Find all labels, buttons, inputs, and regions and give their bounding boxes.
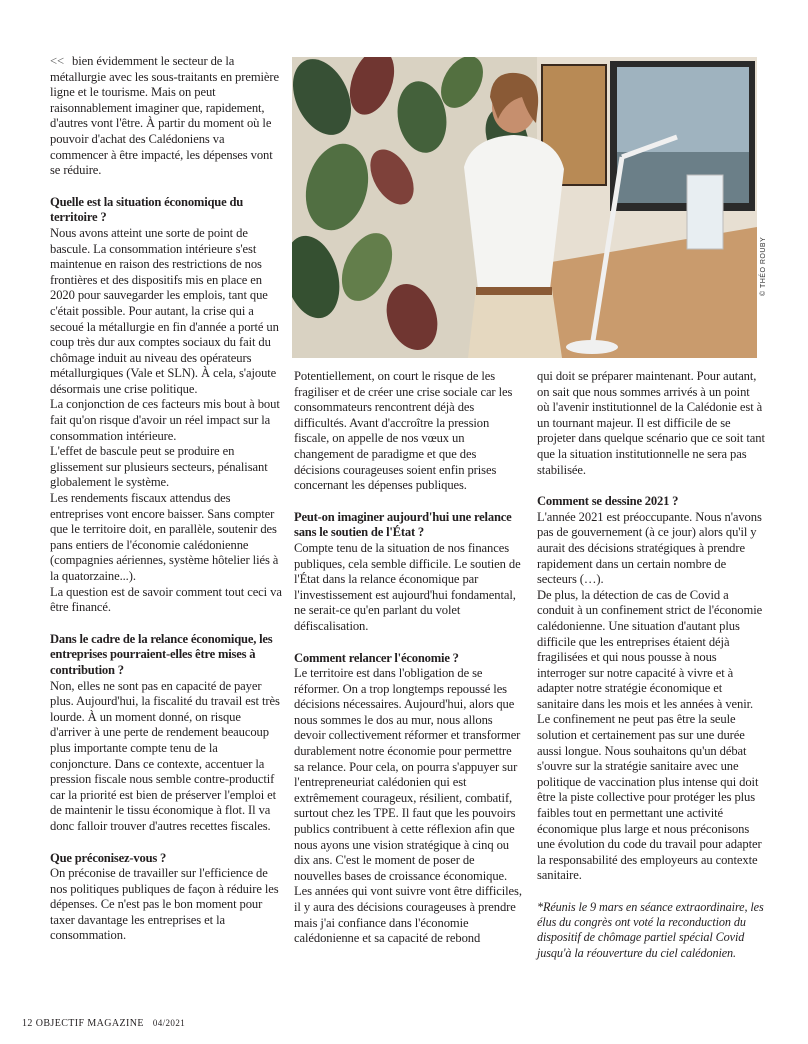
answer-paragraph: Les rendements fiscaux attendus des entreprises vont encore baisser. Sans compter que le territoire doit, en parallèle, soutenir des pans entiers de l'économie calédonienne (compagnies aériennes, système hôtelier liés à la quatorzaine...). bbox=[50, 491, 279, 583]
answer-paragraph: qui doit se préparer maintenant. Pour autant, on sait que nous sommes arrivés à un point où l'avenir institutionnel de la Calédonie est à un tournant majeur. Il est difficile de se projeter dans quelque scénario que ce soit tant que la situation institutionnelle ne sera pas stabilisée. bbox=[537, 369, 765, 477]
answer-paragraph: Le territoire est dans l'obligation de se réformer. On a trop longtemps repoussé les décisions nécessaires. Aujourd'hui, alors que nous sommes le dos au mur, nous allons devoir collectivement réformer et transformer durablement notre économie pour permettre sa relance. Pour cela, on pourra s'appuyer sur l'entrepreneuriat calédonien qui est extrêmement courageux, résilient, combatif, surtout chez les TPE. Il faut que les pouvoirs publics contribuent à cette réflexion afin que nous ayons une vision stratégique à cinq ou dix ans. C'est le moment de poser de nouvelles bases de croissance économique. Les années qui vont suivre vont être difficiles, il y aura des décisions courageuses à prendre mais j'ai confiance dans l'économie calédonienne et sa capacité de rebond bbox=[294, 666, 522, 946]
answer-paragraph: L'effet de bascule peut se produire en glissement sur plusieurs secteurs, pénalisant globalement le système. bbox=[50, 444, 268, 490]
question-heading: Dans le cadre de la relance économique, les entreprises pourraient-elles être mises à contribution ? bbox=[50, 631, 273, 677]
intro-text: bien évidemment le secteur de la métallurgie avec les sous-traitants en première ligne et le tourisme. Mais on peut raisonnablement imaginer que, rapidement, d'autres vont l'être. À partir du moment où le pouvoir d'achat des Calédoniens va commencer à être impacté, les dépenses vont se réduire. bbox=[50, 54, 280, 178]
continuation-mark: << bbox=[50, 54, 65, 68]
portrait-photo bbox=[292, 57, 757, 358]
article-column-1 bbox=[50, 54, 282, 944]
article-column-3 bbox=[537, 369, 765, 961]
page-footer bbox=[22, 1018, 185, 1029]
answer-paragraph: Non, elles ne sont pas en capacité de payer plus. Aujourd'hui, la fiscalité du travail est très lourde. À un moment donné, on risque d'arriver à une perte de rendement beaucoup plus importante compte tenu de la conjoncture. Dans ce contexte, accentuer la pression fiscale nous semble contre-productif car la priorité est bien de préserver l'emploi et de maintenir le tissu économique à flot. Il va donc falloir trouver d'autres recettes fiscales. bbox=[50, 678, 280, 833]
question-heading: Comment se dessine 2021 ? bbox=[537, 494, 679, 509]
answer-paragraph: Nous avons atteint une sorte de point de bascule. La consommation intérieure s'est maintenue en raison des restrictions de nos frontières et des dispositifs mis en place en 2020 pour sauvegarder les emplois, tant que c'était possible. Pour autant, la crise qui a secoué la métallurgie en fin d'année a porté un coup très dur aux comptes sociaux du fait du chômage induit au niveau des opérateurs métallurgiques (Vale et SLN). À cela, s'ajoute désormais une crise politique. bbox=[50, 225, 279, 396]
magazine-name: OBJECTIF MAGAZINE bbox=[35, 1018, 144, 1029]
answer-paragraph: Potentiellement, on court le risque de les fragiliser et de créer une crise sociale car les consommateurs rencontrent déjà des difficultés. Avant d'accroître la pression fiscale, on appelle de nos vœux un changement de paradigme et que des décisions courageuses soient enfin prises concernant les dépenses publiques. bbox=[294, 369, 513, 493]
article-column-2 bbox=[294, 369, 524, 947]
footnote: *Réunis le 9 mars en séance extraordinaire, les élus du congrès ont voté la reconduction du dispositif de chômage partiel spécial Covid jusqu'à la réouverture du ciel calédonien. bbox=[537, 900, 764, 960]
answer-paragraph: Compte tenu de la situation de nos finances publiques, cela semble difficile. Le soutien de l'État dans la relance économique par l'investissement est aujourd'hui fondamental, ne serait-ce qu'en parlant du volet défiscalisation. bbox=[294, 540, 521, 633]
answer-paragraph: L'année 2021 est préoccupante. Nous n'avons pas de gouvernement (à ce jour) alors qu'il y aurait des décisions stratégiques à prendre rapidement dans un certain nombre de secteurs (…). bbox=[537, 509, 762, 587]
office-scene-illustration bbox=[292, 57, 757, 358]
issue-date: 04/2021 bbox=[152, 1018, 186, 1028]
question-heading: Quelle est la situation économique du territoire ? bbox=[50, 194, 244, 225]
intro-paragraph bbox=[50, 54, 282, 179]
page-number: 12 bbox=[22, 1018, 33, 1029]
answer-paragraph: De plus, la détection de cas de Covid a conduit à un confinement strict de l'économie calédonienne. Une situation d'autant plus difficile que les entreprises étaient déjà fragilisées et qui nous pousse à nous interroger sur notre capacité à vivre et à adapter notre stratégie économique et sanitaire dans les mois et les années à venir. Le confinement ne peut pas être la seule solution et certainement pas sur une durée aussi longue. Nous souhaitons qu'un débat s'ouvre sur la stratégie sanitaire avec une politique de vaccination plus intense qui doit être la piste collective pour protéger les plus faibles tout en permettant une activité économique plus large et nous préconisons une évolution du code du travail pour adapter la responsabilité des employeurs au contexte sanitaire. bbox=[537, 587, 763, 883]
question-heading: Peut-on imaginer aujourd'hui une relance sans le soutien de l'État ? bbox=[294, 509, 512, 540]
question-heading: Que préconisez-vous ? bbox=[50, 850, 167, 865]
answer-paragraph: La question est de savoir comment tout ceci va être financé. bbox=[50, 584, 282, 615]
question-heading: Comment relancer l'économie ? bbox=[294, 650, 459, 665]
answer-paragraph: On préconise de travailler sur l'efficience de nos politiques publiques de façon à réduire les dépenses. Ce n'est pas le bon moment pour taxer davantage les entreprises et la consommation. bbox=[50, 866, 279, 943]
photo-credit: © THÉO ROUBY bbox=[760, 236, 767, 296]
answer-paragraph: La conjonction de ces facteurs mis bout à bout fait qu'on risque d'avoir un réel impact sur la consommation intérieure. bbox=[50, 397, 280, 443]
